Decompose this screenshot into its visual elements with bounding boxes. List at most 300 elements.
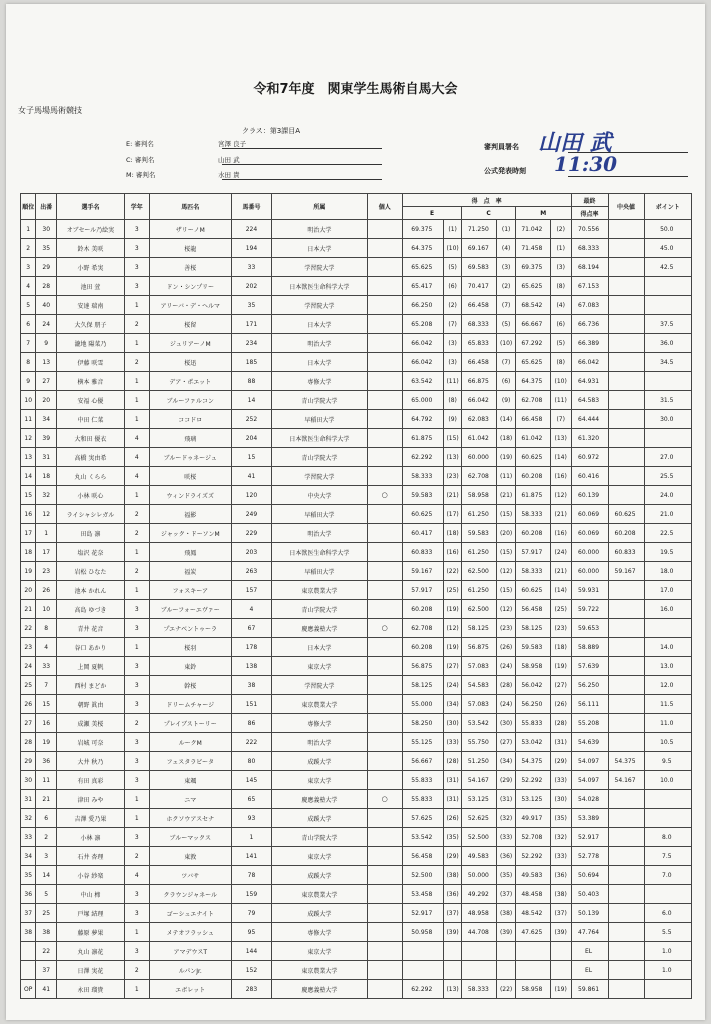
- median-score: [608, 904, 644, 923]
- rider-name: 中山 楴: [57, 885, 125, 904]
- final-score: 59.931: [571, 581, 608, 600]
- rank-m: (37): [550, 904, 571, 923]
- rank-e: (9): [443, 410, 462, 429]
- year-cell: 3: [124, 277, 149, 296]
- horse-no-cell: 204: [231, 429, 271, 448]
- year-cell: 3: [124, 676, 149, 695]
- points-cell: 10.5: [644, 733, 691, 752]
- horse-no-cell: 41: [231, 467, 271, 486]
- median-score: [608, 486, 644, 505]
- start-no-cell: 2: [36, 828, 57, 847]
- rank-m: (18): [550, 638, 571, 657]
- table-row: [21, 714, 692, 733]
- horse-name: ココドロ: [149, 410, 231, 429]
- rider-name: 藤原 夢果: [57, 923, 125, 942]
- median-score: [608, 638, 644, 657]
- median-score: [608, 410, 644, 429]
- median-score: 54.167: [608, 771, 644, 790]
- judge-c-name: 山田 武: [218, 156, 240, 164]
- horse-name: 福影: [149, 505, 231, 524]
- rank-e: (26): [443, 809, 462, 828]
- rank-e: (3): [443, 353, 462, 372]
- score-m: 61.042: [515, 429, 550, 448]
- horse-name: ツバサ: [149, 866, 231, 885]
- score-c: 54.167: [462, 771, 497, 790]
- year-cell: 2: [124, 562, 149, 581]
- table-row: [21, 296, 692, 315]
- table-row: [21, 277, 692, 296]
- score-c: 61.042: [462, 429, 497, 448]
- horse-name: ウィンドライズズ: [149, 486, 231, 505]
- score-m: 58.958: [515, 657, 550, 676]
- rank-m: (35): [550, 809, 571, 828]
- rank-e: (31): [443, 790, 462, 809]
- horse-no-cell: 138: [231, 657, 271, 676]
- score-c: 53.125: [462, 790, 497, 809]
- rank-cell: 30: [21, 771, 36, 790]
- score-e: 58.333: [402, 467, 443, 486]
- start-no-cell: 6: [36, 809, 57, 828]
- rank-c: (5): [497, 315, 516, 334]
- table-row: [21, 904, 692, 923]
- median-score: [608, 277, 644, 296]
- header-rider: 選手名: [57, 194, 125, 220]
- individual-mark: [367, 296, 402, 315]
- score-m: 60.208: [515, 467, 550, 486]
- rank-e: (33): [443, 733, 462, 752]
- table-row: [21, 980, 692, 999]
- horse-no-cell: 185: [231, 353, 271, 372]
- median-score: [608, 391, 644, 410]
- table-row: [21, 429, 692, 448]
- horse-no-cell: 95: [231, 923, 271, 942]
- year-cell: 1: [124, 790, 149, 809]
- rank-m: (33): [550, 771, 571, 790]
- individual-mark: [367, 581, 402, 600]
- rank-c: (23): [497, 619, 516, 638]
- year-cell: 3: [124, 771, 149, 790]
- score-e: 64.792: [402, 410, 443, 429]
- final-score: 67.083: [571, 296, 608, 315]
- score-e: 59.583: [402, 486, 443, 505]
- median-score: 60.208: [608, 524, 644, 543]
- points-cell: [644, 809, 691, 828]
- rank-cell: 29: [21, 752, 36, 771]
- horse-name: ニマ: [149, 790, 231, 809]
- rank-c: (1): [497, 220, 516, 239]
- rider-name: 横本 雅音: [57, 372, 125, 391]
- start-no-cell: 28: [36, 277, 57, 296]
- points-cell: 14.0: [644, 638, 691, 657]
- rider-name: 大井 秋乃: [57, 752, 125, 771]
- individual-mark: [367, 657, 402, 676]
- horse-no-cell: 120: [231, 486, 271, 505]
- rank-cell: 27: [21, 714, 36, 733]
- rider-name: 池本 かれん: [57, 581, 125, 600]
- score-m: 49.583: [515, 866, 550, 885]
- individual-mark: [367, 220, 402, 239]
- year-cell: 3: [124, 258, 149, 277]
- start-no-cell: 29: [36, 258, 57, 277]
- points-cell: [644, 429, 691, 448]
- year-cell: 1: [124, 410, 149, 429]
- score-e: 60.625: [402, 505, 443, 524]
- rank-e: (34): [443, 695, 462, 714]
- median-score: [608, 961, 644, 980]
- table-row: [21, 410, 692, 429]
- horse-no-cell: 249: [231, 505, 271, 524]
- year-cell: 1: [124, 638, 149, 657]
- individual-mark: [367, 771, 402, 790]
- rank-cell: 7: [21, 334, 36, 353]
- rider-name: 大和田 優衣: [57, 429, 125, 448]
- rank-cell: 23: [21, 638, 36, 657]
- affiliation: 専修大学: [272, 714, 368, 733]
- rank-e: (11): [443, 372, 462, 391]
- rank-c: (30): [497, 714, 516, 733]
- individual-mark: [367, 543, 402, 562]
- points-cell: 42.5: [644, 258, 691, 277]
- score-m: 69.375: [515, 258, 550, 277]
- individual-mark: [367, 638, 402, 657]
- table-row: [21, 467, 692, 486]
- points-cell: 10.0: [644, 771, 691, 790]
- points-cell: 5.5: [644, 923, 691, 942]
- judge-c-label: 審判名: [134, 156, 155, 164]
- affiliation: 東京大学: [272, 847, 368, 866]
- start-no-cell: 15: [36, 695, 57, 714]
- individual-mark: [367, 467, 402, 486]
- year-cell: 3: [124, 657, 149, 676]
- affiliation: 日本獣医生命科学大学: [272, 543, 368, 562]
- header-individual: 個人: [367, 194, 402, 220]
- score-e: 69.375: [402, 220, 443, 239]
- individual-mark: [367, 961, 402, 980]
- individual-mark: [367, 258, 402, 277]
- rank-e: (3): [443, 334, 462, 353]
- rank-c: (2): [497, 277, 516, 296]
- horse-no-cell: 283: [231, 980, 271, 999]
- individual-mark: [367, 847, 402, 866]
- rank-e: (37): [443, 904, 462, 923]
- individual-mark: [367, 410, 402, 429]
- final-score: 60.000: [571, 562, 608, 581]
- score-c: 48.958: [462, 904, 497, 923]
- points-cell: 34.5: [644, 353, 691, 372]
- rider-name: 高橋 実由希: [57, 448, 125, 467]
- rank-cell: 15: [21, 486, 36, 505]
- median-score: [608, 885, 644, 904]
- rank-cell: 11: [21, 410, 36, 429]
- horse-no-cell: 159: [231, 885, 271, 904]
- rider-name: ライシャシレガル: [57, 505, 125, 524]
- table-row: [21, 619, 692, 638]
- final-score: 67.153: [571, 277, 608, 296]
- rank-c: (20): [497, 524, 516, 543]
- individual-mark: [367, 524, 402, 543]
- median-score: [608, 942, 644, 961]
- score-e: 52.917: [402, 904, 443, 923]
- score-e: 57.917: [402, 581, 443, 600]
- rider-name: 日澤 実花: [57, 961, 125, 980]
- score-e: 60.833: [402, 543, 443, 562]
- horse-name: 桜留: [149, 315, 231, 334]
- announce-label: 公式発表時刻: [484, 167, 526, 175]
- table-row: [21, 885, 692, 904]
- rider-name: 津田 みや: [57, 790, 125, 809]
- rank-cell: 12: [21, 429, 36, 448]
- year-cell: 2: [124, 524, 149, 543]
- score-c: 62.083: [462, 410, 497, 429]
- affiliation: 学習院大学: [272, 258, 368, 277]
- score-e: 57.625: [402, 809, 443, 828]
- start-no-cell: 14: [36, 866, 57, 885]
- affiliation: 東京大学: [272, 771, 368, 790]
- horse-name: エボレット: [149, 980, 231, 999]
- rank-cell: 19: [21, 562, 36, 581]
- year-cell: 1: [124, 296, 149, 315]
- score-c: 66.458: [462, 353, 497, 372]
- page-title: 令和7年度 関東学生馬術自馬大会: [253, 82, 458, 97]
- rank-m: (11): [550, 391, 571, 410]
- rank-c: (3): [497, 258, 516, 277]
- rank-m: (38): [550, 885, 571, 904]
- rank-e: (23): [443, 467, 462, 486]
- rank-m: (36): [550, 866, 571, 885]
- score-m: 58.125: [515, 619, 550, 638]
- rank-m: (23): [550, 619, 571, 638]
- points-cell: 11.0: [644, 714, 691, 733]
- score-m: 71.042: [515, 220, 550, 239]
- final-score: 68.194: [571, 258, 608, 277]
- table-row: [21, 543, 692, 562]
- year-cell: 3: [124, 619, 149, 638]
- median-score: [608, 714, 644, 733]
- rank-c: (27): [497, 733, 516, 752]
- start-no-cell: 25: [36, 904, 57, 923]
- rank-e: (39): [443, 923, 462, 942]
- score-m: 54.375: [515, 752, 550, 771]
- header-affiliation: 所属: [272, 194, 368, 220]
- start-no-cell: 11: [36, 771, 57, 790]
- horse-no-cell: 86: [231, 714, 271, 733]
- median-score: [608, 429, 644, 448]
- rank-cell: 21: [21, 600, 36, 619]
- rank-m: [550, 942, 571, 961]
- score-c: 44.708: [462, 923, 497, 942]
- announce-time: [484, 152, 694, 180]
- rank-c: (24): [497, 695, 516, 714]
- affiliation: 東京農業大学: [272, 961, 368, 980]
- individual-mark: ○: [367, 790, 402, 809]
- median-score: [608, 866, 644, 885]
- score-c: 52.500: [462, 828, 497, 847]
- rank-m: (31): [550, 733, 571, 752]
- year-cell: 2: [124, 505, 149, 524]
- year-cell: 1: [124, 334, 149, 353]
- start-no-cell: 40: [36, 296, 57, 315]
- final-score: 59.861: [571, 980, 608, 999]
- horse-name: プレイブストーリー: [149, 714, 231, 733]
- signature-label: 審判員署名: [484, 143, 519, 151]
- rank-e: (18): [443, 524, 462, 543]
- start-no-cell: 36: [36, 752, 57, 771]
- judge-e-name: 宮澤 良子: [218, 140, 247, 148]
- score-c: 49.292: [462, 885, 497, 904]
- final-score: 60.972: [571, 448, 608, 467]
- individual-mark: [367, 353, 402, 372]
- judge-m: [126, 170, 386, 182]
- horse-name: 桜迅: [149, 353, 231, 372]
- score-m: 53.125: [515, 790, 550, 809]
- horse-no-cell: 1: [231, 828, 271, 847]
- rank-c: (28): [497, 676, 516, 695]
- rank-c: (15): [497, 505, 516, 524]
- score-e: 55.833: [402, 790, 443, 809]
- start-no-cell: 12: [36, 505, 57, 524]
- score-e: 58.125: [402, 676, 443, 695]
- rank-e: (13): [443, 980, 462, 999]
- judge-m-name: 水田 貴: [218, 171, 240, 179]
- rank-cell: 33: [21, 828, 36, 847]
- score-c: 57.083: [462, 657, 497, 676]
- rider-name: 吉澤 愛乃果: [57, 809, 125, 828]
- start-no-cell: 18: [36, 467, 57, 486]
- final-score: 58.889: [571, 638, 608, 657]
- median-score: [608, 733, 644, 752]
- affiliation: 青山学院大学: [272, 600, 368, 619]
- score-m: 53.042: [515, 733, 550, 752]
- horse-no-cell: 38: [231, 676, 271, 695]
- rank-c: (24): [497, 657, 516, 676]
- points-cell: 18.0: [644, 562, 691, 581]
- header-e: E: [402, 207, 462, 220]
- table-row: [21, 391, 692, 410]
- table-row: [21, 353, 692, 372]
- score-m: 58.958: [515, 980, 550, 999]
- rider-name: 丸山 くらら: [57, 467, 125, 486]
- median-score: 60.833: [608, 543, 644, 562]
- rank-c: (22): [497, 980, 516, 999]
- horse-name: 飛鳳: [149, 543, 231, 562]
- score-c: 55.750: [462, 733, 497, 752]
- horse-name: 東颯: [149, 771, 231, 790]
- points-cell: [644, 296, 691, 315]
- rank-c: (36): [497, 847, 516, 866]
- individual-mark: [367, 429, 402, 448]
- rank-m: (30): [550, 790, 571, 809]
- horse-name: ドリームチャージ: [149, 695, 231, 714]
- score-c: 66.042: [462, 391, 497, 410]
- rank-e: (8): [443, 391, 462, 410]
- year-cell: 3: [124, 220, 149, 239]
- final-score: 61.320: [571, 429, 608, 448]
- horse-name: アマデウスT: [149, 942, 231, 961]
- horse-no-cell: 234: [231, 334, 271, 353]
- rider-name: 朝野 眞由: [57, 695, 125, 714]
- year-cell: 3: [124, 885, 149, 904]
- horse-name: ブルーフォーエヴァー: [149, 600, 231, 619]
- final-score: 60.139: [571, 486, 608, 505]
- horse-name: ゴーシュエナイト: [149, 904, 231, 923]
- horse-no-cell: 151: [231, 695, 271, 714]
- horse-name: メテオフラッシュ: [149, 923, 231, 942]
- horse-name: クラウンジャネール: [149, 885, 231, 904]
- rank-cell: 14: [21, 467, 36, 486]
- rank-e: (21): [443, 486, 462, 505]
- score-e: 50.958: [402, 923, 443, 942]
- score-e: 65.000: [402, 391, 443, 410]
- horse-no-cell: 33: [231, 258, 271, 277]
- rank-cell: 17: [21, 524, 36, 543]
- rider-name: 石井 杏理: [57, 847, 125, 866]
- affiliation: 日本大学: [272, 315, 368, 334]
- points-cell: 27.0: [644, 448, 691, 467]
- rank-c: (38): [497, 904, 516, 923]
- table-row: [21, 809, 692, 828]
- table-row: [21, 923, 692, 942]
- rider-name: 西村 まどか: [57, 676, 125, 695]
- rank-m: (2): [550, 220, 571, 239]
- judge-m-label: 審判名: [135, 171, 156, 179]
- horse-no-cell: 178: [231, 638, 271, 657]
- score-m: 56.458: [515, 600, 550, 619]
- header-final: 最終: [571, 194, 608, 207]
- rank-cell: 18: [21, 543, 36, 562]
- rank-cell: 38: [21, 923, 36, 942]
- score-m: 65.625: [515, 353, 550, 372]
- score-c: 54.583: [462, 676, 497, 695]
- rider-name: 小野 希実: [57, 258, 125, 277]
- horse-name: デア・ポエット: [149, 372, 231, 391]
- affiliation: 学習院大学: [272, 296, 368, 315]
- year-cell: 3: [124, 733, 149, 752]
- judge-c-position: C:: [126, 156, 133, 164]
- median-score: [608, 980, 644, 999]
- score-m: 56.250: [515, 695, 550, 714]
- final-score: 54.639: [571, 733, 608, 752]
- affiliation: 東京農業大学: [272, 885, 368, 904]
- year-cell: 1: [124, 923, 149, 942]
- rank-e: [443, 942, 462, 961]
- score-e: 58.250: [402, 714, 443, 733]
- final-score: 52.917: [571, 828, 608, 847]
- rank-cell: 28: [21, 733, 36, 752]
- points-cell: [644, 980, 691, 999]
- score-c: 61.250: [462, 505, 497, 524]
- horse-name: ブルーファルコン: [149, 391, 231, 410]
- individual-mark: [367, 600, 402, 619]
- horse-no-cell: 229: [231, 524, 271, 543]
- median-score: [608, 790, 644, 809]
- rank-m: (29): [550, 752, 571, 771]
- horse-no-cell: 203: [231, 543, 271, 562]
- affiliation: 明治大学: [272, 334, 368, 353]
- score-m: [515, 961, 550, 980]
- horse-name: 善桜: [149, 258, 231, 277]
- final-score: 47.764: [571, 923, 608, 942]
- median-score: [608, 448, 644, 467]
- header-median: 中央値: [608, 194, 644, 220]
- rider-name: 安達 瑞南: [57, 296, 125, 315]
- score-m: 62.708: [515, 391, 550, 410]
- rank-m: (3): [550, 258, 571, 277]
- start-no-cell: 33: [36, 657, 57, 676]
- horse-name: ジュリアーノM: [149, 334, 231, 353]
- table-row: [21, 581, 692, 600]
- rank-m: (33): [550, 847, 571, 866]
- score-m: 60.208: [515, 524, 550, 543]
